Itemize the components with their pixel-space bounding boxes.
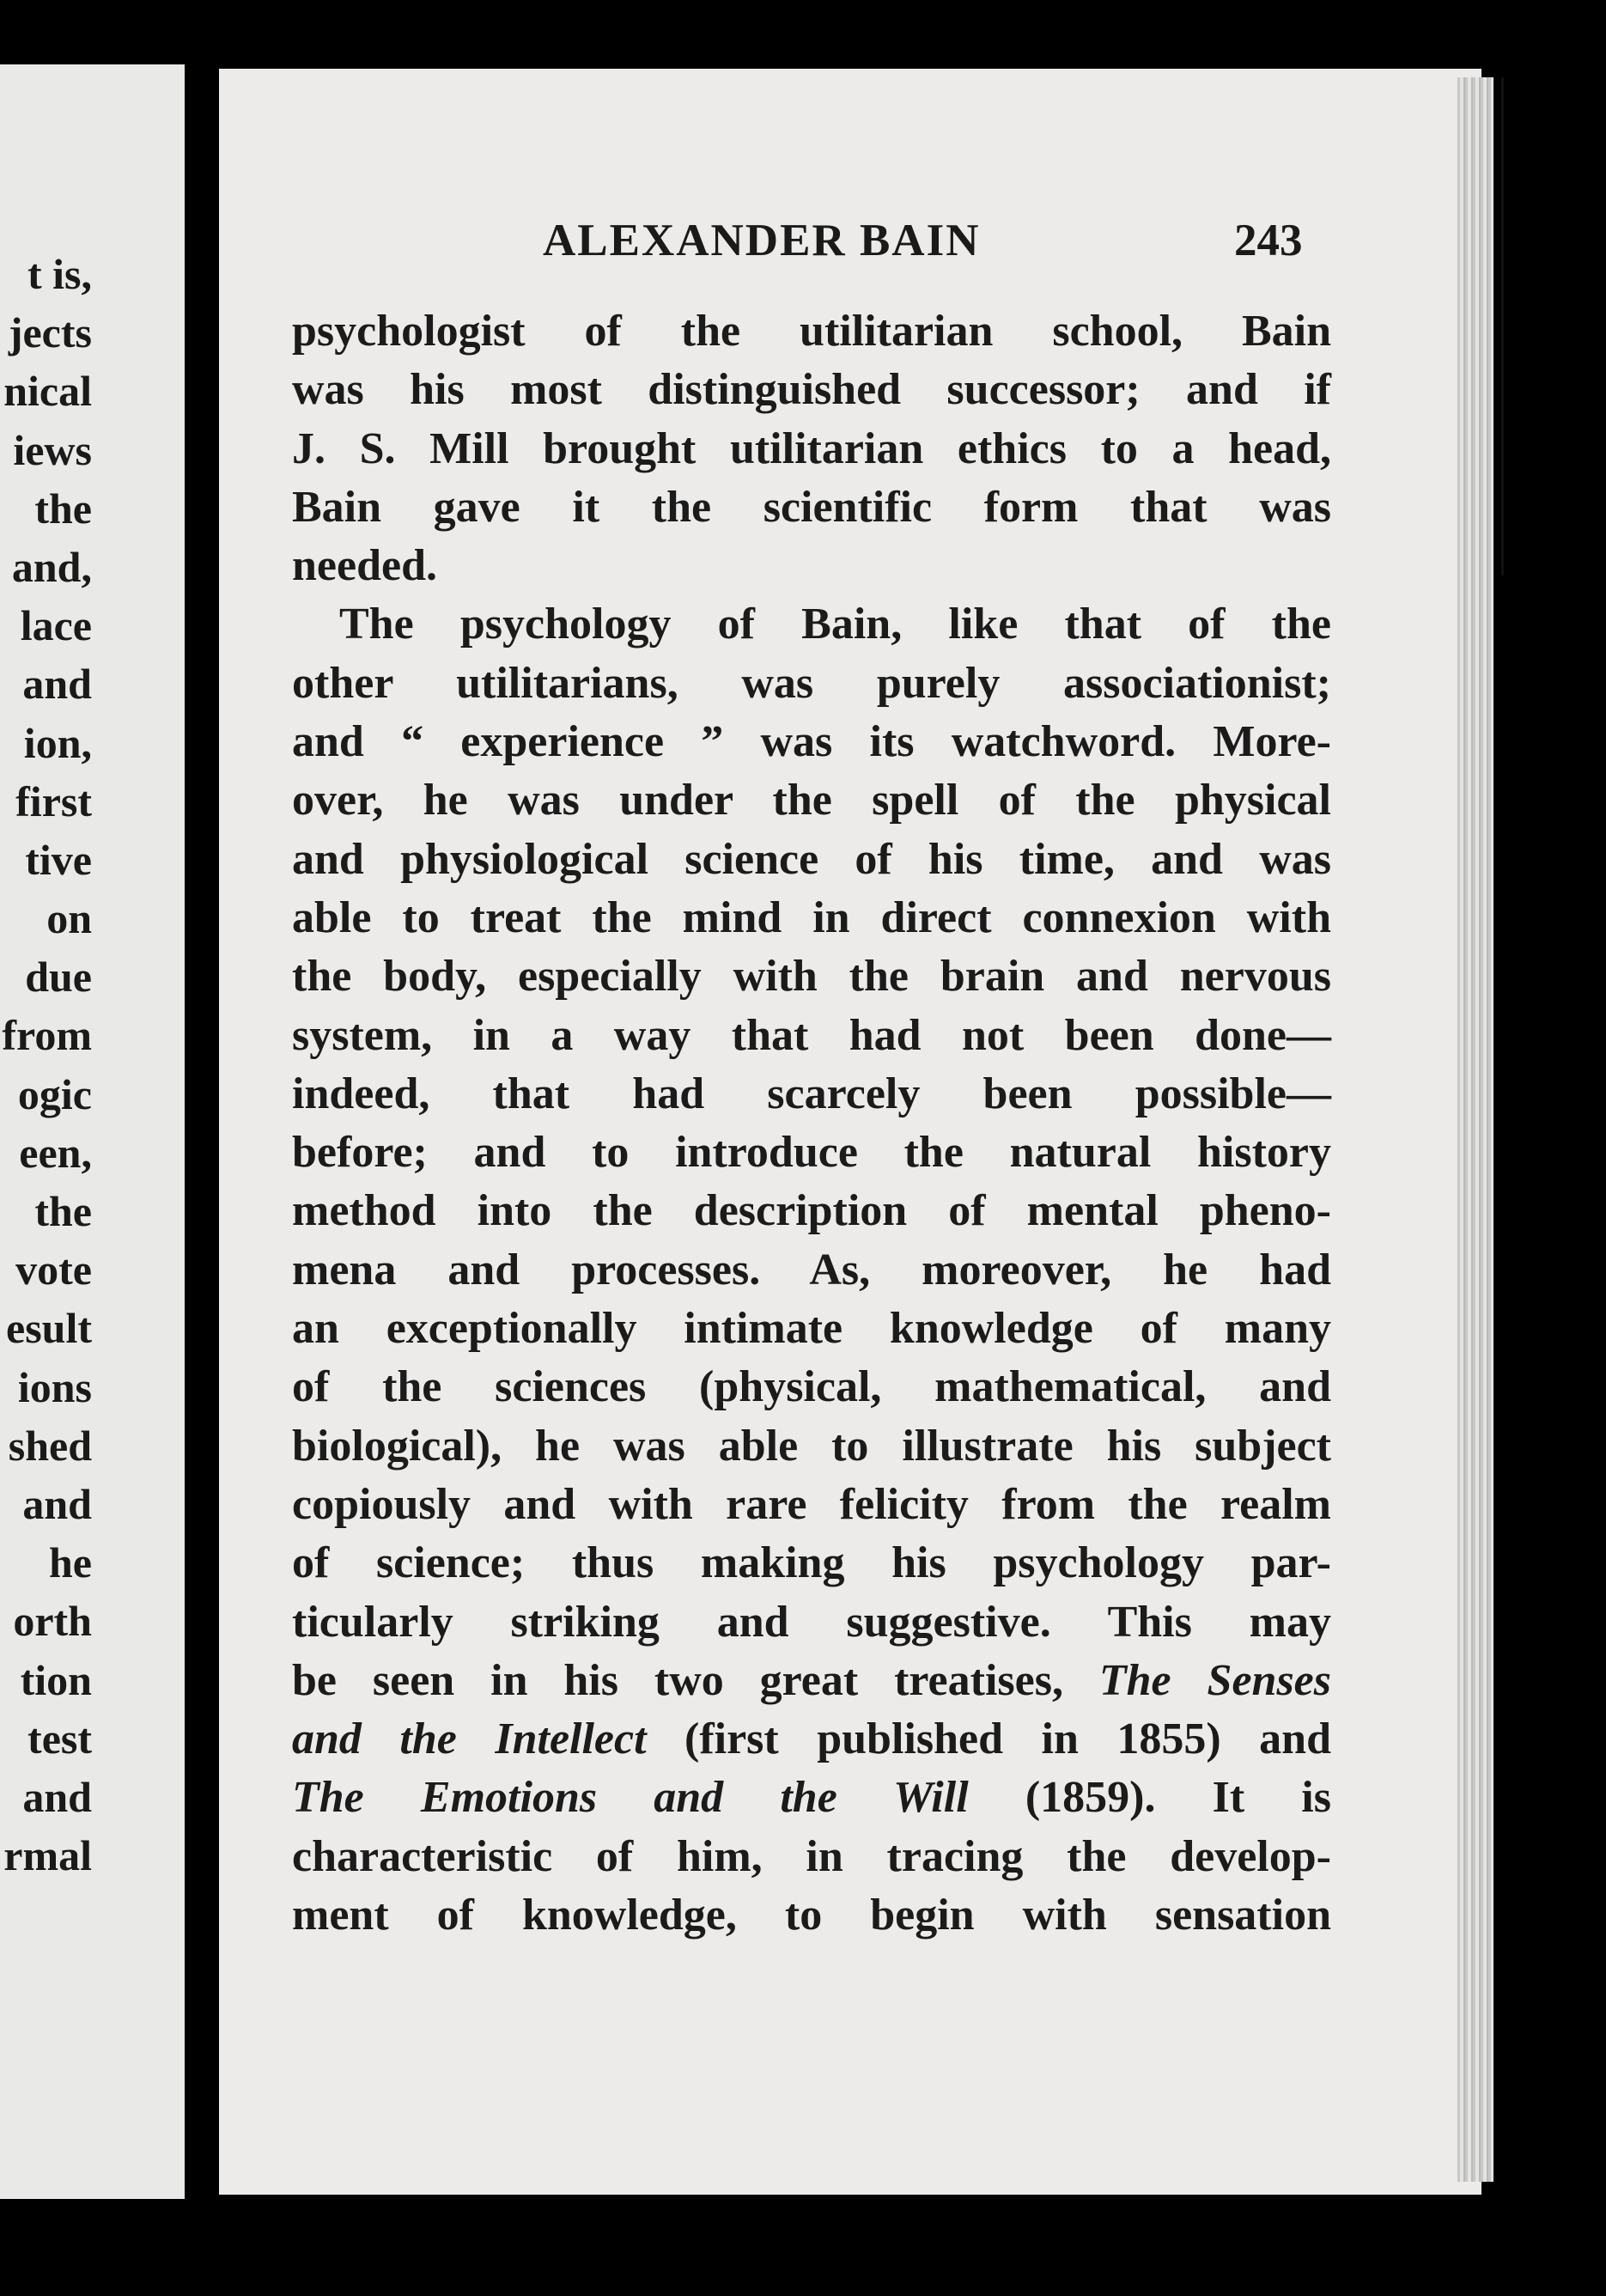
body-text — [292, 302, 1331, 1945]
book-title-senses: The Senses — [1098, 1655, 1331, 1705]
text-line: and physiological science of his time, and was — [292, 834, 1331, 884]
page-edge-stack — [1457, 77, 1493, 2182]
running-head — [219, 215, 1481, 275]
text-segment: (1859). It is — [1025, 1773, 1331, 1823]
book-title-intellect: and the Intellect — [292, 1714, 647, 1764]
previous-page-line: from — [2, 1011, 92, 1060]
previous-page-line: he — [49, 1538, 92, 1587]
main-page — [219, 69, 1481, 2195]
text-line: biological), he was able to illustrate his subject — [292, 1421, 1331, 1471]
previous-page-line: the — [34, 1187, 92, 1235]
previous-page-line: tive — [25, 835, 92, 884]
previous-page-line: and — [22, 1479, 92, 1528]
previous-page-line: ogic — [17, 1069, 92, 1118]
previous-page-line: and — [22, 1772, 92, 1821]
page-number: 243 — [1234, 216, 1303, 265]
text-line: system, in a way that had not been done— — [292, 1010, 1331, 1060]
text-line — [292, 1769, 1331, 1827]
previous-page-line: ion, — [23, 718, 92, 767]
text-line: mena and processes. As, moreover, he had — [292, 1245, 1331, 1294]
text-line: indeed, that had scarcely been possible— — [292, 1069, 1331, 1118]
text-line: needed. — [292, 541, 437, 591]
text-line: and “ experience ” was its watchword. More- — [292, 717, 1331, 767]
previous-page-line: vote — [15, 1245, 92, 1294]
text-line: was his most distinguished successor; and if — [292, 365, 1331, 415]
text-line: ticularly striking and suggestive. This may — [292, 1597, 1331, 1647]
previous-page-line: nical — [3, 367, 92, 416]
text-line: able to treat the mind in direct connexion with — [292, 892, 1331, 942]
previous-page-line: test — [27, 1714, 92, 1763]
previous-page-line: shed — [8, 1421, 92, 1470]
previous-page — [0, 64, 185, 2199]
previous-page-line: on — [46, 894, 92, 943]
running-title: ALEXANDER BAIN — [543, 216, 981, 265]
previous-page-line: esult — [6, 1304, 92, 1353]
text-line: an exceptionally intimate knowledge of many — [292, 1304, 1331, 1354]
text-line: copiously and with rare felicity from the realm — [292, 1479, 1331, 1529]
text-line — [292, 1710, 1331, 1769]
previous-page-line: due — [25, 953, 92, 1002]
text-line: of the sciences (physical, mathematical, and — [292, 1362, 1331, 1412]
previous-page-line: t is, — [27, 250, 92, 298]
text-line: over, he was under the spell of the physical — [292, 776, 1331, 825]
previous-page-line: rmal — [3, 1831, 92, 1880]
text-line: The psychology of Bain, like that of the — [339, 600, 1331, 649]
text-segment: be seen in his two great treatises, — [292, 1655, 1063, 1705]
previous-page-line: and — [22, 660, 92, 709]
text-line: the body, especially with the brain and nervous — [292, 952, 1331, 1002]
text-line: characteristic of him, in tracing the develop- — [292, 1831, 1331, 1881]
book-gutter — [185, 64, 219, 2199]
text-line — [292, 1652, 1331, 1710]
previous-page-line: the — [34, 484, 92, 533]
previous-page-line: iews — [13, 425, 92, 474]
previous-page-line: tion — [20, 1655, 92, 1704]
previous-page-line: orth — [13, 1597, 92, 1646]
previous-page-text — [2, 245, 92, 1885]
previous-page-line: ions — [17, 1362, 92, 1411]
page-edge-mark — [1501, 77, 1504, 576]
text-line: Bain gave it the scientific form that was — [292, 482, 1331, 532]
text-segment: (first published in 1855) and — [684, 1714, 1331, 1764]
text-line: of science; thus making his psychology par- — [292, 1538, 1331, 1588]
previous-page-line: lace — [20, 601, 92, 650]
text-line: before; and to introduce the natural history — [292, 1128, 1331, 1178]
text-line: ment of knowledge, to begin with sensation — [292, 1891, 1331, 1940]
book-title-emotions: The Emotions and the Will — [292, 1773, 969, 1823]
text-line: J. S. Mill brought utilitarian ethics to a head, — [292, 423, 1331, 473]
text-line: other utilitarians, was purely associationist; — [292, 658, 1331, 708]
previous-page-line: and, — [11, 542, 92, 591]
previous-page-line: first — [15, 776, 92, 825]
text-line: method into the description of mental pheno- — [292, 1186, 1331, 1236]
previous-page-line: jects — [8, 308, 92, 357]
previous-page-line: een, — [19, 1128, 92, 1177]
text-line: psychologist of the utilitarian school, Bain — [292, 307, 1331, 356]
